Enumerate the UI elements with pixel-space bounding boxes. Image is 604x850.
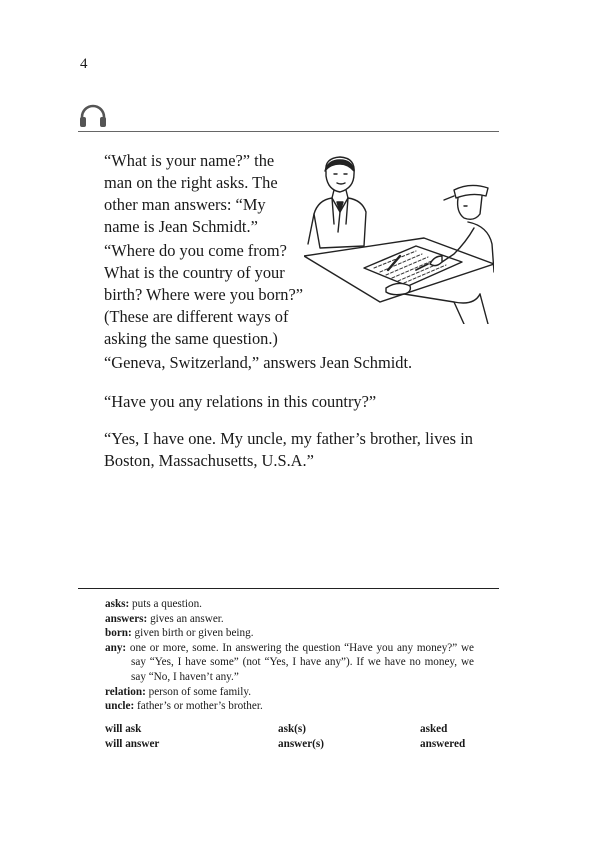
reading-paragraph: “What is your name?” the man on the right asks. The other man answers: “My name is Jean Schmidt.” bbox=[104, 151, 278, 236]
glossary-term: uncle: bbox=[105, 700, 135, 713]
verb-forms-table bbox=[105, 722, 485, 752]
verb-forms-row bbox=[105, 722, 485, 737]
reading-paragraph: “Yes, I have one. My uncle, my father’s brother, lives in Boston, Massachusetts, U.S.A.” bbox=[104, 429, 473, 470]
past-form: asked bbox=[420, 723, 448, 735]
reading-paragraph: “Have you any relations in this country?” bbox=[104, 392, 377, 411]
glossary-entry bbox=[105, 626, 474, 641]
top-divider bbox=[78, 131, 499, 132]
glossary-entry bbox=[105, 641, 474, 685]
reading-paragraph: “Where do you come from? What is the country of your birth? Where were you born?” (These are different ways of asking the same question.) bbox=[104, 241, 304, 348]
page-number: 4 bbox=[80, 56, 88, 72]
future-form: will answer bbox=[105, 738, 160, 750]
glossary-term: relation: bbox=[105, 685, 146, 698]
glossary-definition: gives an answer. bbox=[147, 612, 224, 625]
glossary-definition: person of some family. bbox=[145, 685, 252, 698]
future-form: will ask bbox=[105, 723, 142, 735]
glossary-divider bbox=[78, 588, 499, 589]
past-form: answered bbox=[420, 738, 466, 750]
reading-paragraph: “Geneva, Switzerland,” answers Jean Schmidt. bbox=[104, 353, 413, 372]
glossary bbox=[105, 597, 474, 714]
glossary-definition: one or more, some. In answering the question “Have you any money?” we say “Yes, I have some” (not “Yes, I have any”). If we have no money, we say “No, I haven’t any.” bbox=[126, 641, 474, 683]
interview-illustration bbox=[304, 152, 494, 324]
glossary-entry bbox=[105, 612, 474, 627]
glossary-term: answers: bbox=[105, 612, 148, 625]
verb-forms-row bbox=[105, 737, 485, 752]
glossary-term: any: bbox=[105, 641, 127, 654]
headphones-icon bbox=[78, 104, 108, 128]
glossary-entry bbox=[105, 597, 474, 612]
glossary-entry bbox=[105, 699, 474, 714]
present-form: answer(s) bbox=[278, 738, 324, 750]
glossary-term: born: bbox=[105, 627, 132, 640]
glossary-entry bbox=[105, 685, 474, 700]
glossary-definition: given birth or given being. bbox=[131, 627, 254, 640]
glossary-definition: father’s or mother’s brother. bbox=[134, 700, 263, 713]
present-form: ask(s) bbox=[278, 723, 306, 735]
glossary-definition: puts a question. bbox=[129, 598, 202, 610]
glossary-term: asks: bbox=[105, 598, 130, 610]
